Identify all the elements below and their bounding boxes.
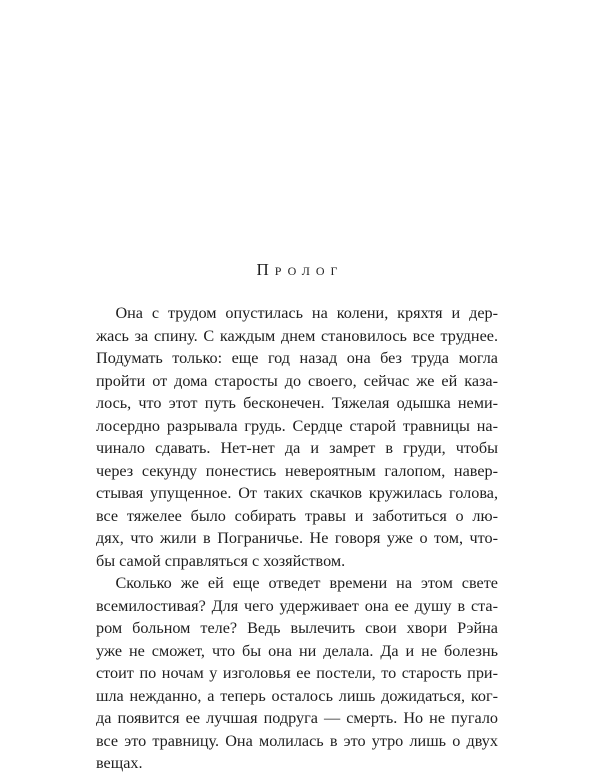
text-line: шла нежданно, а теперь осталось лишь дожидаться, ког-: [96, 686, 498, 705]
text-line: вещах.: [96, 754, 143, 772]
text-line: через секунду понестись невероятным галопом, навер-: [96, 461, 498, 480]
text-line: чинало сдавать. Нет-нет да и замрет в груди, чтобы: [96, 439, 498, 457]
text-line: стывая упущенное. От таких скачков кружилась голова,: [96, 484, 498, 502]
text-line: да появится ее лучшая подруга — смерть. Но не пугало: [96, 709, 498, 727]
paragraph-1: [96, 302, 498, 572]
text-line: стоит по ночам у изголовья ее постели, то старость при-: [96, 664, 498, 682]
chapter-body: [96, 302, 498, 775]
text-line: все тяжелее было собирать травы и заботиться о лю-: [96, 506, 498, 525]
paragraph-2: [96, 572, 498, 775]
text-line: лось, что этот путь бесконечен. Тяжелая одышка неми-: [96, 394, 498, 412]
text-line: всемилостивая? Для чего удерживает она ее душу в ста-: [96, 596, 498, 615]
text-line: ром больном теле? Ведь вылечить свои хвори Рэйна: [96, 619, 498, 637]
text-line: дях, что жили в Пограничье. Не говоря уже о том, что-: [96, 529, 498, 547]
text-line: уже не сможет, что бы она ни делала. Да и не болезнь: [96, 641, 498, 660]
text-line: все это травницу. Она молилась в это утро лишь о двух: [96, 731, 498, 750]
text-line: жась за спину. С каждым днем становилось все труднее.: [96, 326, 498, 345]
text-line: Сколько же ей еще отведет времени на этом свете: [115, 574, 498, 592]
text-line: лосердно разрывала грудь. Сердце старой травницы на-: [96, 416, 498, 435]
text-line: Она с трудом опустилась на колени, кряхтя и дер-: [115, 304, 498, 322]
chapter-title: Пролог: [256, 260, 344, 279]
text-line: бы самой справляться с хозяйством.: [96, 551, 346, 570]
text-line: Подумать только: еще год назад она без труда могла: [96, 349, 498, 367]
text-line: пройти от дома старосты до своего, сейчас же ей каза-: [96, 371, 498, 390]
